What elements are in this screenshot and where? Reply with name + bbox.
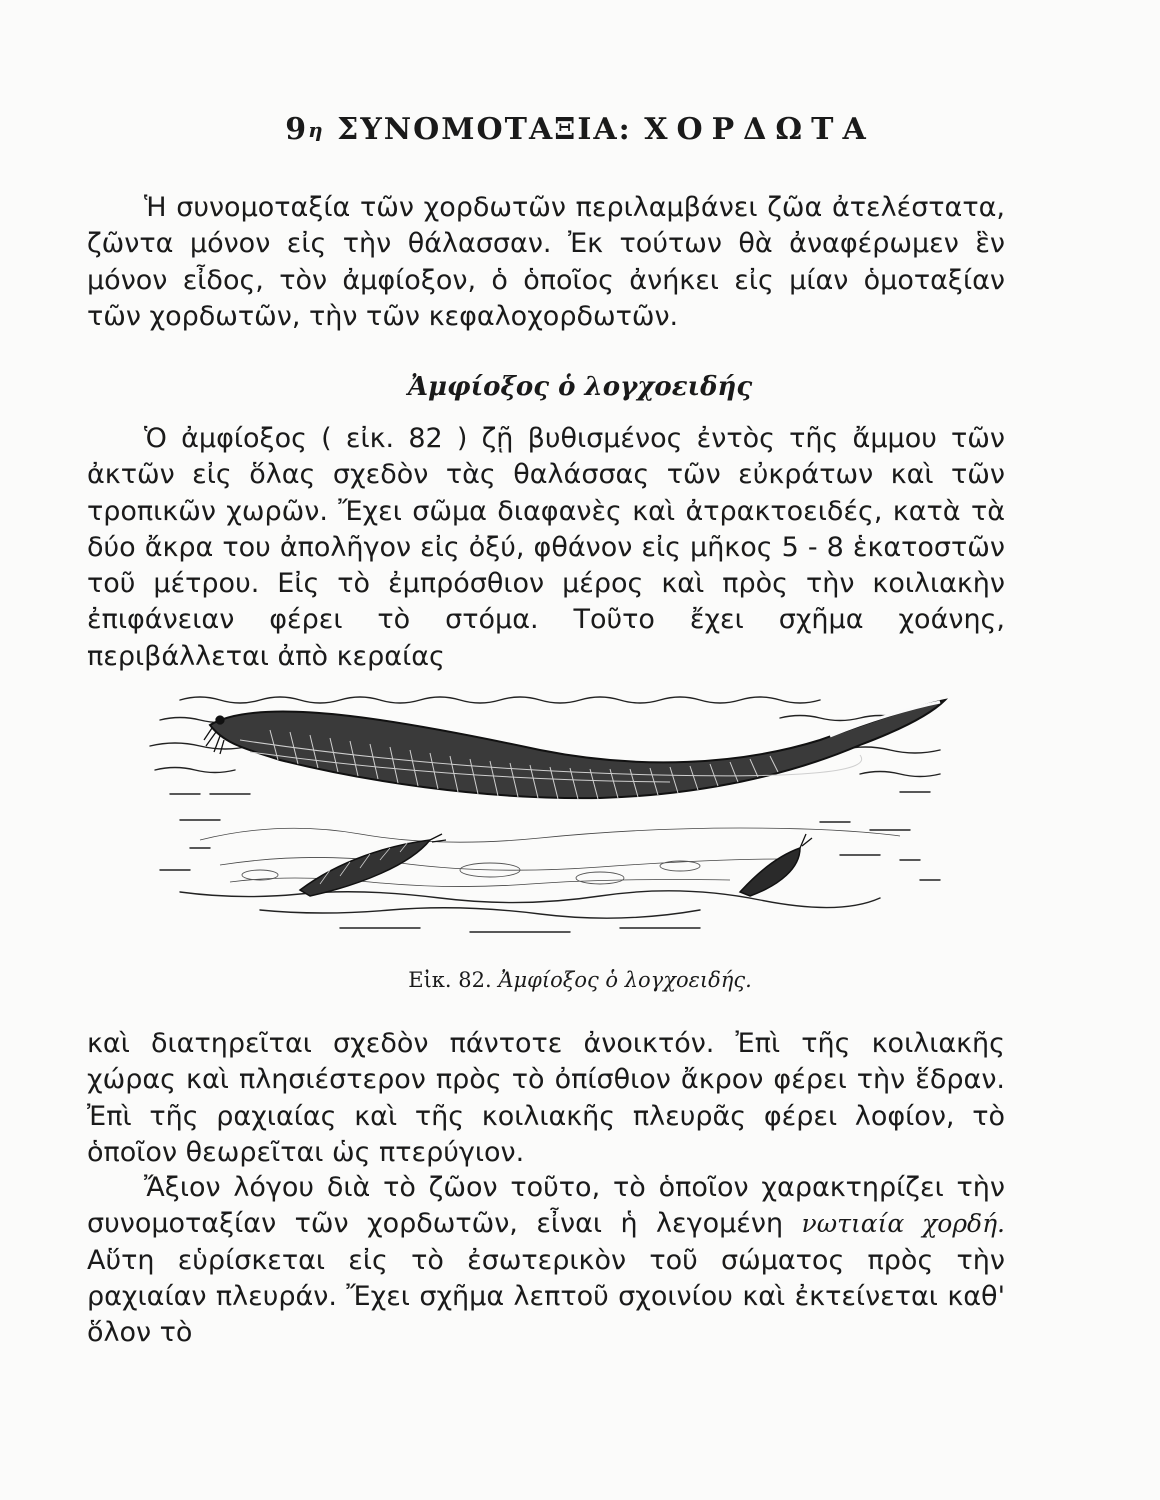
chapter-ordinal: η (308, 118, 325, 142)
figure-caption-label: Εἰκ. 82. (408, 968, 492, 992)
chapter-number: 9 (285, 112, 309, 147)
figure-caption-title: Ἀμφίοξος ὁ λογχοειδής. (498, 968, 752, 992)
paragraph-amphioxus-habitat: Ὁ ἀμφίοξος ( εἰκ. 82 ) ζῇ βυθισμένος ἐντὸς τῆς ἄμμου τῶν ἀκτῶν εἰς ὅλας σχεδὸν τὰς θαλάσσας τῶν εὐκράτων καὶ τῶν τροπικῶν χωρῶν. Ἔχει σῶμα διαφανὲς καὶ ἀτρακτοειδές, κατὰ τὰ δύο ἄκρα του ἀπολῆγον εἰς ὀξύ, φθάνον εἰς μῆκος 5 - 8 ἑκατοστῶν τοῦ μέτρου. Εἰς τὸ ἐμπρόσθιον μέρος καὶ πρὸς τὴν κοιλιακὴν ἐπιφάνειαν φέρει τὸ στόμα. Τοῦτο ἔχει σχῆμα χοάνης, περιβάλλεται ἀπὸ κεραίας (87, 423, 1005, 672)
paragraph-amphioxus-anatomy: καὶ διατηρεῖται σχεδὸν πάντοτε ἀνοικτόν. Ἐπὶ τῆς κοιλιακῆς χώρας καὶ πλησιέστερον πρὸς τὸ ὀπίσθιον ἄκρον φέρει τὴν ἕδραν. Ἐπὶ τῆς ραχιαίας καὶ τῆς κοιλιακῆς πλευρᾶς φέρει λοφίον, τὸ ὁποῖον θεωρεῖται ὡς πτερύγιον. (87, 1028, 1005, 1168)
intro-paragraph: Ἡ συνομοταξία τῶν χορδωτῶν περιλαμβάνει ζῶα ἀτελέστατα, ζῶντα μόνον εἰς τὴν θάλασσαν. Ἐκ τούτων θὰ ἀναφέρωμεν ἓν μόνον εἶδος, τὸν ἀμφίοξον, ὁ ὁποῖος ἀνήκει εἰς μίαν ὁμοταξίαν τῶν χορδωτῶν, τὴν τῶν κεφαλοχορδωτῶν. (87, 192, 1005, 332)
chapter-subject: ΧΟΡΔΩΤΑ (644, 112, 875, 147)
figure-caption (0, 968, 1160, 992)
chapter-label: ΣΥΝΟΜΟΤΑΞΙΑ: (337, 112, 632, 147)
section-heading: Ἀμφίοξος ὁ λογχοειδής (407, 372, 753, 402)
figure-amphioxus-illustration (140, 670, 970, 940)
notochord-term: νωτιαία χορδή. (801, 1209, 1005, 1239)
notochord-text-after: Αὕτη εὑρίσκεται εἰς τὸ ἐσωτερικὸν τοῦ σώματος πρὸς τὴν ραχιαίαν πλευράν. Ἔχει σχῆμα λεπτοῦ σχοινίου καὶ ἐκτείνεται καθ' ὅλον τὸ (87, 1244, 1005, 1349)
chapter-title (0, 112, 1160, 147)
paragraph-notochord (87, 1170, 1005, 1351)
notochord-text-before: Ἄξιον λόγου διὰ τὸ ζῶον τοῦτο, τὸ ὁποῖον χαρακτηρίζει τὴν συνομοταξίαν τῶν χορδωτῶν, εἶναι ἡ λεγομένη (87, 1172, 1005, 1240)
